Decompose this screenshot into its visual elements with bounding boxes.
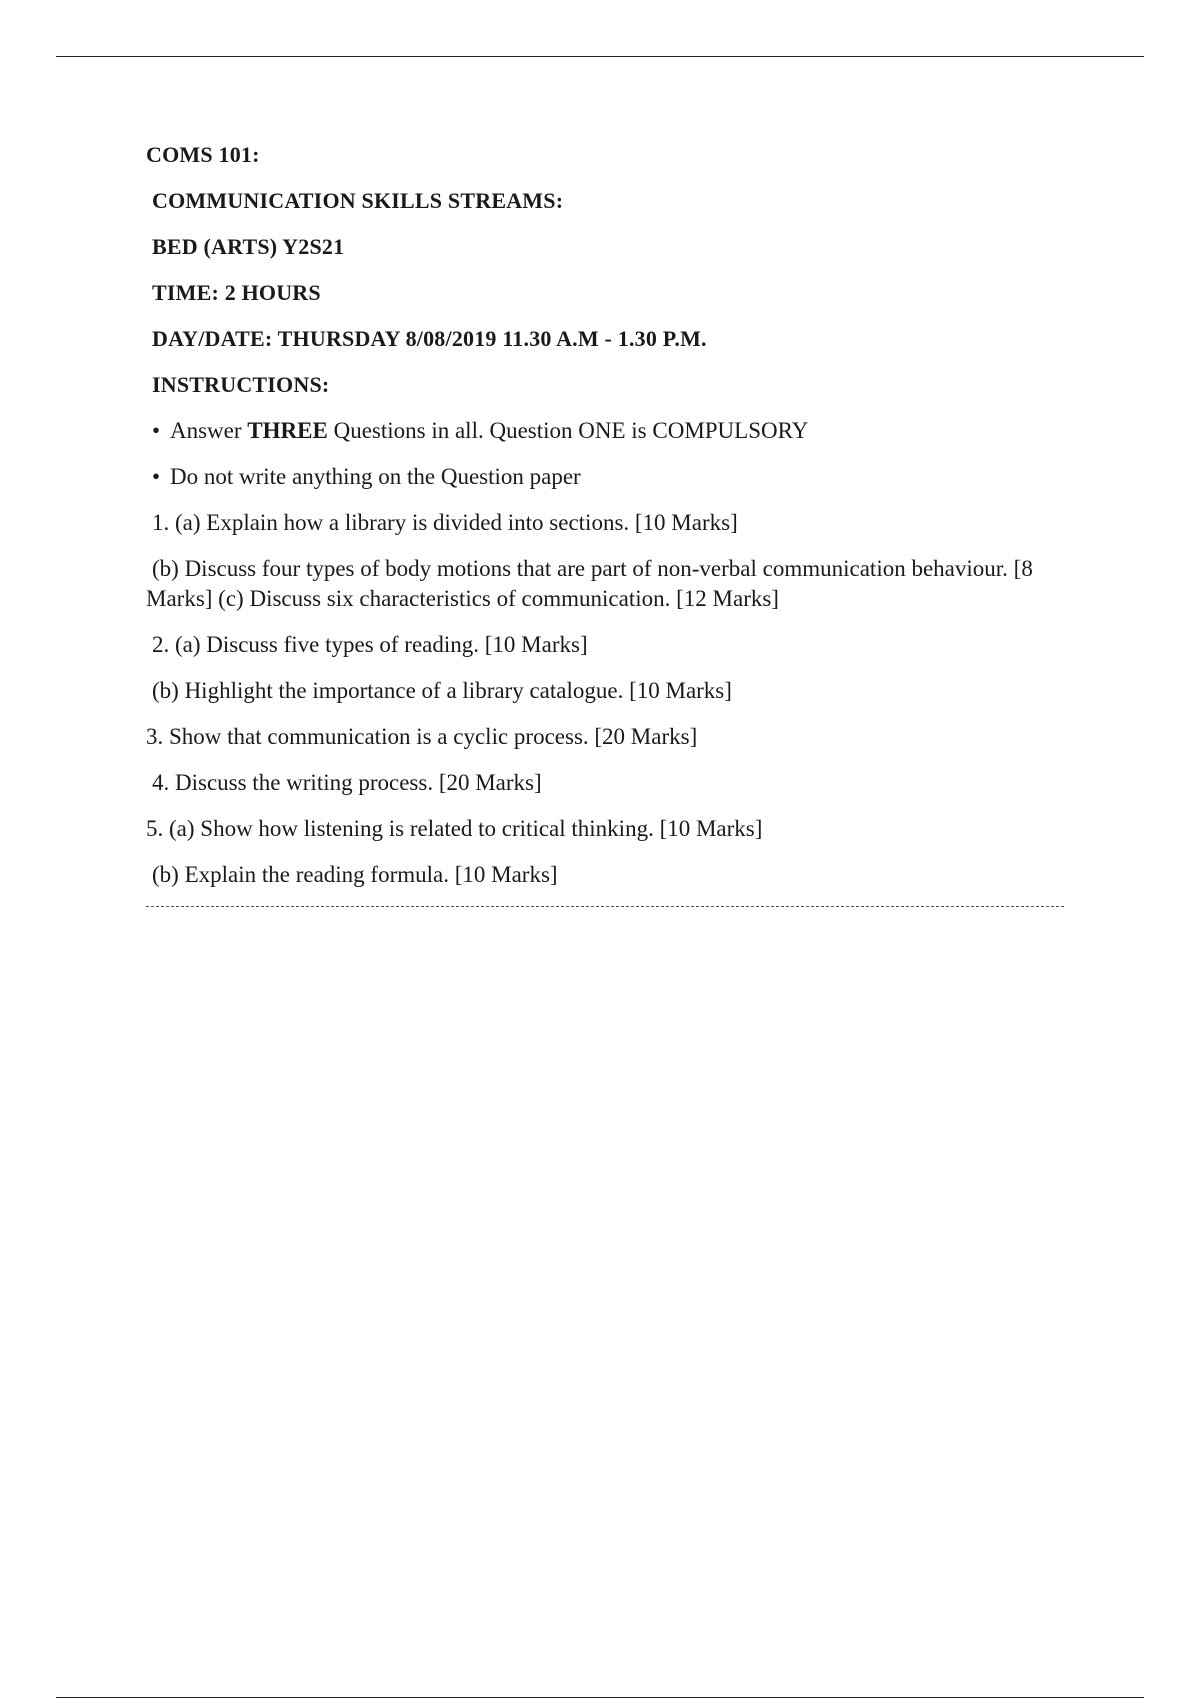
exam-paper [146,140,1086,907]
question-1a: 1. (a) Explain how a library is divided into sections. [10 Marks] [152,510,738,535]
question-5a: 5. (a) Show how listening is related to critical thinking. [10 Marks] [146,816,763,841]
instructions-heading: INSTRUCTIONS: [152,372,330,397]
question-5b: (b) Explain the reading formula. [10 Marks] [152,862,558,887]
instruction-emphasis: THREE [247,418,328,443]
exam-time: TIME: 2 HOURS [152,280,321,305]
stream-heading: COMMUNICATION SKILLS STREAMS: [152,188,564,213]
instruction-text: Answer [170,418,248,443]
bottom-rule [56,1697,1144,1698]
cohort-heading: BED (ARTS) Y2S21 [152,234,345,259]
instruction-item [146,416,1086,446]
question-2b: (b) Highlight the importance of a library catalogue. [10 Marks] [152,678,732,703]
question-2a: 2. (a) Discuss five types of reading. [10 Marks] [152,632,588,657]
question-4: 4. Discuss the writing process. [20 Marks] [152,770,542,795]
top-rule [56,56,1144,57]
instruction-text: Questions in all. Question ONE is COMPULSORY [327,418,809,443]
course-code: COMS 101: [146,142,260,167]
bullet-icon: • [152,418,161,443]
question-3: 3. Show that communication is a cyclic process. [20 Marks] [146,724,698,749]
question-1b-1c: (b) Discuss four types of body motions that are part of non-verbal communication behaviour. [8 Marks] (c) Discuss six characteristics of communication. [12 Marks] [146,556,1033,611]
end-dashed-rule [146,906,1064,907]
instruction-item [146,462,1086,492]
bullet-icon: • [152,464,161,489]
exam-date: DAY/DATE: THURSDAY 8/08/2019 11.30 A.M - 1.30 P.M. [152,326,707,351]
instruction-text: Do not write anything on the Question paper [170,464,581,489]
